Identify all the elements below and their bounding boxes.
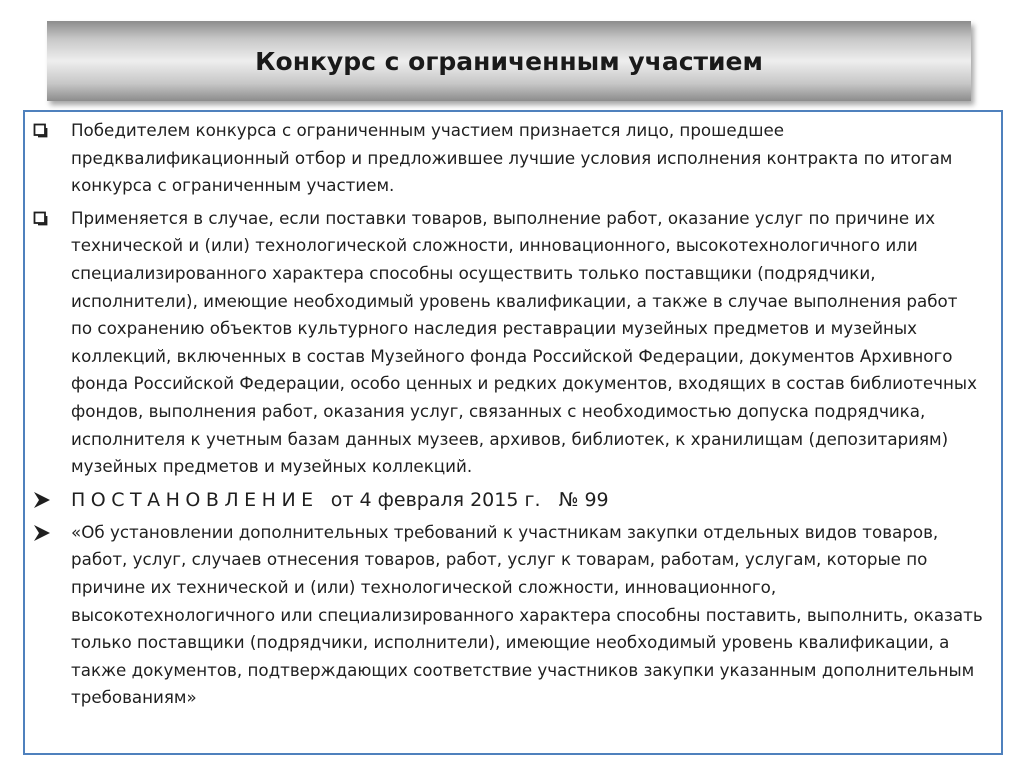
decree-date: от 4 февраля 2015 г. <box>330 488 541 511</box>
content-body <box>33 117 983 717</box>
checkbox-square-bullet-icon <box>33 211 49 227</box>
paragraph-winner: Победителем конкурса с ограниченным участием признается лицо, прошедшее предквалификационный отбор и предложившее лучшие условия исполнения контракта по итогам конкурса с ограниченным участием. <box>71 120 953 196</box>
paragraph-application: Применяется в случае, если поставки товаров, выполнение работ, оказание услуг по причине их технической и (или) технологической сложности, инновационного, высокотехнологичного или специализированного характера способны осуществить только поставщики (подрядчики, исполнители), имеющие необходимый уровень квалификации, а также в случае выполнения работ по сохранению объектов культурного наследия реставрации музейных предметов и музейных коллекций, включенных в состав Музейного фонда Российской Федерации, документов Архивного фонда Российской Федерации, особо ценных и редких документов, входящих в состав библиотечных фондов, выполнения работ, оказания услуг, связанных с необходимостью допуска подрядчика, исполнителя к учетным базам данных музеев, архивов, библиотек, к хранилищам (депозитариям) музейных предметов и музейных коллекций. <box>71 207 977 477</box>
list-item <box>33 205 983 481</box>
decree-heading <box>33 486 983 514</box>
slide-title: Конкурс с ограниченным участием <box>255 46 763 76</box>
decree-quote: «Об установлении дополнительных требований к участникам закупки отдельных видов товаров, работ, услуг, случаев отнесения товаров, работ, услуг к товарам, работам, услугам, которые по причине их технической и (или) технологической сложности, инновационного, высокотехнологичного или специализированного характера способны поставить, выполнить, оказать только поставщики (подрядчики, исполнители), имеющие необходимый уровень квалификации, а также документов, подтверждающих соответствие участников закупки указанным дополнительным требованиям» <box>71 521 983 708</box>
decree-number: № 99 <box>558 488 609 511</box>
arrowhead-bullet-icon <box>33 524 51 542</box>
arrowhead-bullet-icon <box>33 491 51 509</box>
decree-title: ПОСТАНОВЛЕНИЕ <box>71 488 319 511</box>
title-bar <box>47 21 971 101</box>
checkbox-square-bullet-icon <box>33 123 49 139</box>
list-item <box>33 117 983 200</box>
list-item <box>33 519 983 712</box>
